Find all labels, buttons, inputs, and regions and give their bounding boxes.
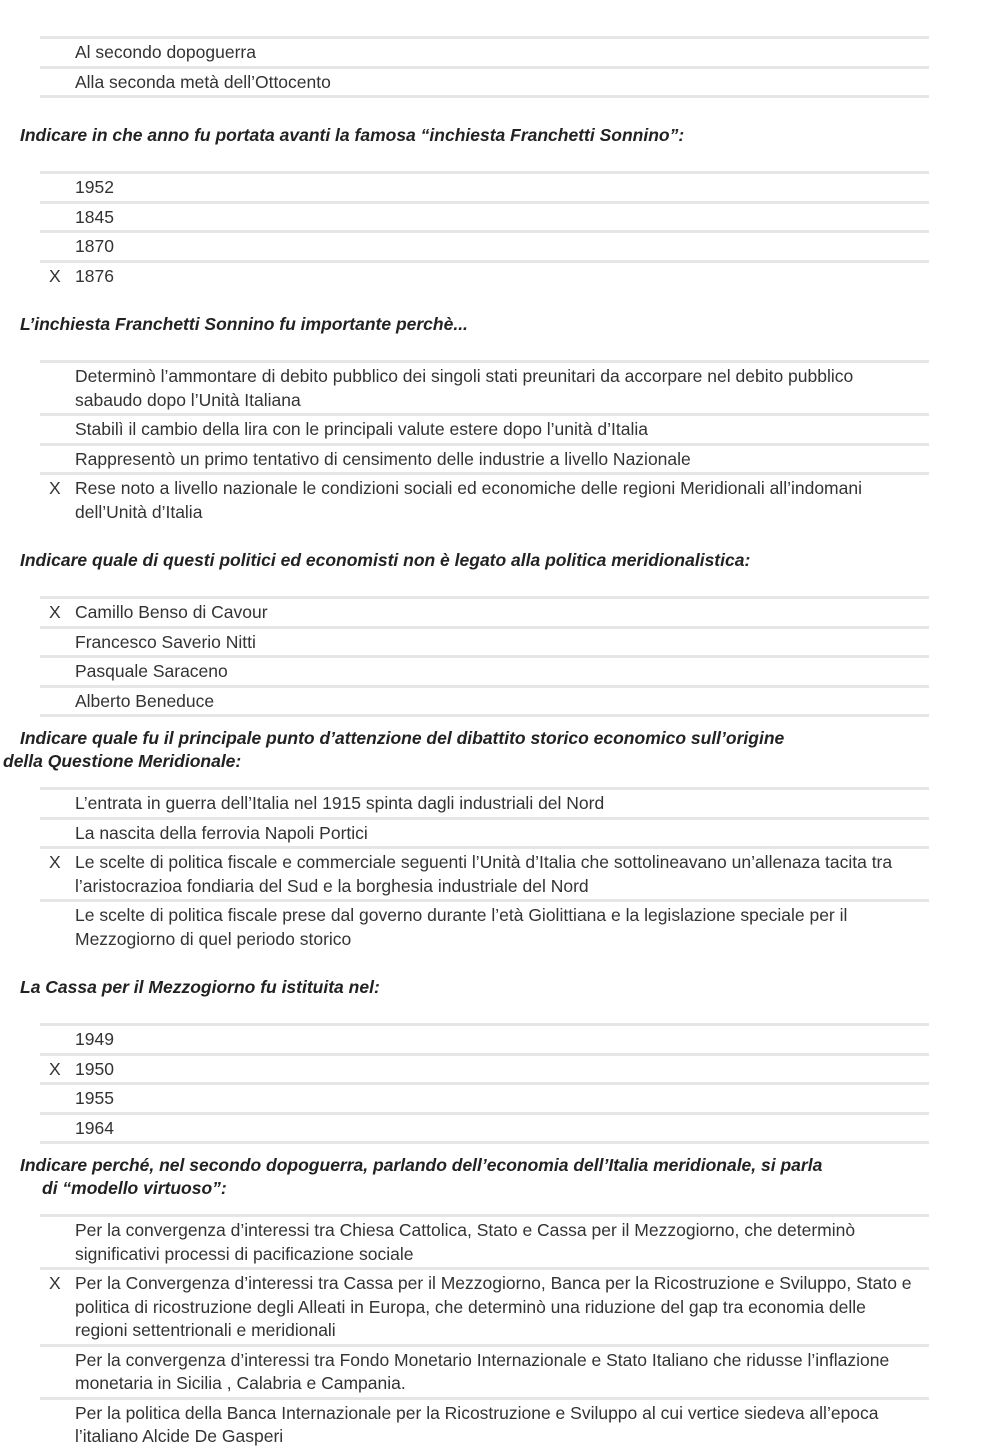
answer-option <box>40 472 929 525</box>
option-text: 1949 <box>75 1029 114 1049</box>
option-text: Per la convergenza d’interessi tra Chiesa Cattolica, Stato e Cassa per il Mezzogiorno, che determinò significativi processi di pacificazione sociale <box>75 1220 856 1264</box>
answer-option <box>40 655 929 685</box>
option-text: Le scelte di politica fiscale prese dal governo durante l’età Giolittiana e la legislazione speciale per il Mezzogiorno di quel periodo storico <box>75 905 848 949</box>
answer-option <box>40 596 929 626</box>
answer-option <box>40 443 929 473</box>
option-text: Per la convergenza d’interessi tra Fondo Monetario Internazionale e Stato Italiano che ridusse l’inflazione monetaria in Sicilia , Calabria e Campania. <box>75 1349 890 1393</box>
answer-option <box>40 66 929 99</box>
answer-option <box>40 1082 929 1112</box>
selected-mark: X <box>49 1058 61 1079</box>
answer-list <box>0 1023 1000 1144</box>
option-text: Rappresentò un primo tentativo di censimento delle industrie a livello Nazionale <box>75 448 691 469</box>
option-text: Pasquale Saraceno <box>75 661 228 681</box>
question-text: Indicare perché, nel secondo dopoguerra, parlando dell’economia dell’Italia meridionale, si parla di “modello virtuoso”: <box>20 1155 823 1198</box>
answer-option <box>40 360 929 413</box>
answer-option <box>40 230 929 260</box>
option-text: 1950 <box>75 1058 114 1079</box>
answer-option <box>40 1112 929 1145</box>
answer-option <box>40 1053 929 1083</box>
answer-list <box>0 360 1000 525</box>
option-text: 1876 <box>75 265 114 286</box>
option-text: Rese noto a livello nazionale le condizioni sociali ed economiche delle regioni Meridionali all’indomani dell’Unità d’Italia <box>75 478 862 522</box>
option-text: Stabilì il cambio della lira con le principali valute estere dopo l’unità d’Italia <box>75 419 648 439</box>
option-text: Francesco Saverio Nitti <box>75 631 256 652</box>
question-text: Indicare in che anno fu portata avanti la famosa “inchiesta Franchetti Sonnino”: <box>20 125 685 145</box>
answer-option <box>40 846 929 899</box>
option-text: 1952 <box>75 177 114 197</box>
option-text: 1845 <box>75 206 114 227</box>
option-text: L’entrata in guerra dell’Italia nel 1915 spinta dagli industriali del Nord <box>75 793 605 813</box>
option-text: 1955 <box>75 1088 114 1108</box>
option-text: Alberto Beneduce <box>75 690 215 711</box>
answer-option <box>40 626 929 656</box>
question-text: Indicare quale fu il principale punto d’attenzione del dibattito storico economico sull’origine della Questione Meridionale: <box>3 728 785 771</box>
answer-option <box>40 201 929 231</box>
answer-option <box>40 171 929 201</box>
answer-option <box>40 413 929 443</box>
question-text: La Cassa per il Mezzogiorno fu istituita nel: <box>20 977 380 997</box>
selected-mark: X <box>49 1273 61 1293</box>
answer-option <box>40 685 929 718</box>
answer-option <box>40 1267 929 1344</box>
option-text: Determinò l’ammontare di debito pubblico dei singoli stati preunitari da accorpare nel debito pubblico sabaudo dopo l’Unità Italiana <box>75 366 854 410</box>
option-text: Alla seconda metà dell’Ottocento <box>75 71 331 92</box>
option-text: Per la politica della Banca Internazionale per la Ricostruzione e Sviluppo al cui vertice siedeva all’epoca l’italiano Alcide De Gasperi <box>75 1402 879 1446</box>
question-text: L’inchiesta Franchetti Sonnino fu importante perchè... <box>20 314 468 334</box>
answer-list <box>0 787 1000 952</box>
selected-mark: X <box>49 265 61 286</box>
option-text: Camillo Benso di Cavour <box>75 602 268 622</box>
answer-option <box>40 787 929 817</box>
selected-mark: X <box>49 602 61 622</box>
selected-mark: X <box>49 478 61 498</box>
option-text: 1964 <box>75 1117 114 1138</box>
answer-option <box>40 817 929 847</box>
option-text: Le scelte di politica fiscale e commerciale seguenti l’Unità d’Italia che sottolineavano un’allenaza tacita tra l’aristocrazioa fondiaria del Sud e la borghesia industriale del Nord <box>75 852 893 896</box>
answer-option <box>40 1214 929 1267</box>
answer-option <box>40 260 929 290</box>
option-text: Per la Convergenza d’interessi tra Cassa per il Mezzogiorno, Banca per la Ricostruzione e Sviluppo, Stato e politica di ricostruzione degli Alleati in Europa, che determinò una riduzione del gap tra economia delle regioni settentrionali e meridionali <box>75 1273 912 1340</box>
selected-mark: X <box>49 852 61 872</box>
answer-option <box>40 1344 929 1397</box>
option-text: 1870 <box>75 236 114 256</box>
question-text: Indicare quale di questi politici ed economisti non è legato alla politica meridionalistica: <box>20 550 751 570</box>
answer-option <box>40 1397 929 1450</box>
answer-option <box>40 1023 929 1053</box>
option-text: La nascita della ferrovia Napoli Portici <box>75 822 368 843</box>
answer-option <box>40 36 929 66</box>
option-text: Al secondo dopoguerra <box>75 42 256 62</box>
answer-list <box>0 171 1000 289</box>
answer-list <box>0 596 1000 717</box>
answer-list <box>0 1214 1000 1450</box>
answer-option <box>40 899 929 952</box>
